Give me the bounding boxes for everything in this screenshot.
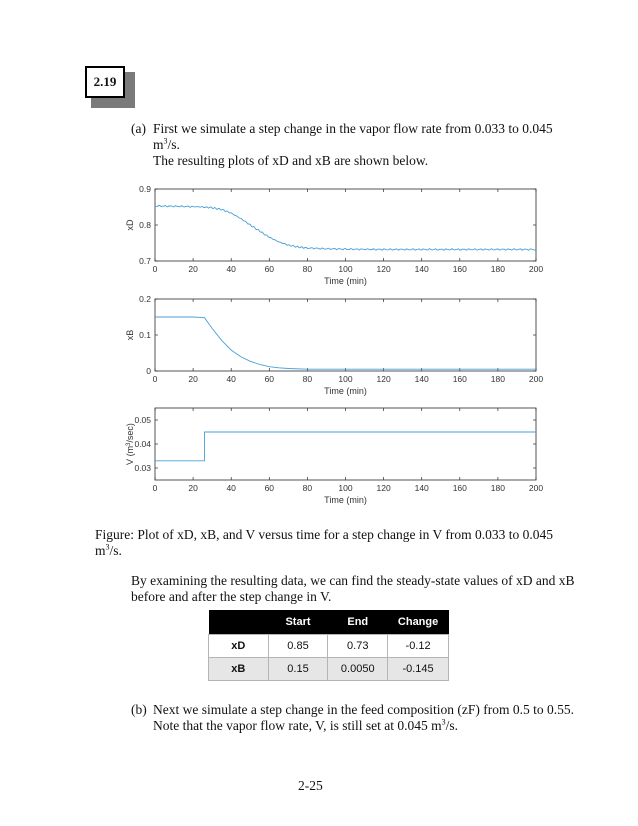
table-row (209, 635, 449, 658)
x-tick-label: 200 (528, 483, 544, 493)
part-b-label: (b) (131, 702, 147, 717)
problem-number: 2.19 (85, 66, 125, 98)
y-axis-label: xB (125, 329, 135, 341)
x-tick-label: 160 (452, 483, 467, 493)
x-tick-label: 80 (302, 374, 313, 384)
x-axis-label: Time (min) (324, 386, 367, 396)
part-a-line1: First we simulate a step change in the vapor flow rate from 0.033 to 0.045 (153, 121, 553, 136)
x-tick-label: 40 (226, 374, 236, 384)
x-tick-label: 100 (338, 483, 353, 493)
x-tick-label: 140 (414, 264, 429, 274)
plot-frame (155, 408, 536, 480)
plot-frame (155, 299, 536, 371)
para-line1: By examining the resulting data, we can find the steady-state values of xD and xB (131, 573, 575, 588)
x-tick-label: 60 (264, 264, 275, 274)
part-b-line2: Note that the vapor flow rate, V, is still set at 0.045 $m^3/s$. (153, 717, 458, 733)
table-cell: 0.15 (268, 658, 328, 681)
figure-caption-line1: Figure: Plot of xD, xB, and V versus time for a step change in V from 0.033 to 0.045 (95, 527, 553, 542)
figure-caption-line2: $m^3/s$. (95, 542, 122, 558)
y-tick-label: 0.7 (139, 256, 151, 266)
page-number: 2-25 (298, 778, 323, 793)
y-tick-label: 0.2 (139, 294, 151, 304)
y-tick-label: 0.04 (134, 439, 151, 449)
table-header-row (209, 610, 449, 635)
table-header-change: Change (388, 610, 449, 635)
x-tick-label: 180 (490, 374, 505, 384)
y-tick-label: 0.05 (134, 415, 151, 425)
plot-frame (155, 189, 536, 261)
part-a-line2: $m^3/s$. (153, 136, 180, 152)
table-cell: 0.0050 (328, 658, 388, 681)
x-tick-label: 140 (414, 374, 429, 384)
x-axis-label: Time (min) (324, 276, 367, 286)
y-tick-label: 0.03 (134, 463, 151, 473)
para-line2: before and after the step change in V. (131, 589, 332, 604)
table-cell: -0.145 (388, 658, 449, 681)
x-tick-label: 0 (152, 374, 158, 384)
steady-state-table (208, 610, 449, 681)
x-tick-label: 0 (152, 264, 158, 274)
x-tick-label: 120 (376, 483, 391, 493)
x-axis-label: Time (min) (324, 495, 367, 505)
y-tick-label: 0.1 (139, 330, 151, 340)
x-tick-label: 100 (338, 264, 353, 274)
y-axis-label: V $(m^3/\sec)$ (125, 423, 135, 465)
chart-v (125, 408, 543, 505)
table-row (209, 658, 449, 681)
table-cell: xD (209, 635, 269, 658)
table-header-start: Start (268, 610, 328, 635)
chart-xb (125, 294, 543, 396)
part-b-line1: Next we simulate a step change in the feed composition (zF) from 0.5 to 0.55. (153, 702, 575, 717)
x-tick-label: 160 (452, 264, 467, 274)
x-tick-label: 40 (226, 264, 236, 274)
part-a-line3: The resulting plots of xD and xB are shown below. (153, 153, 429, 168)
x-tick-label: 140 (414, 483, 429, 493)
x-tick-label: 180 (490, 483, 505, 493)
x-tick-label: 20 (188, 264, 198, 274)
x-tick-label: 60 (264, 374, 275, 384)
x-tick-label: 180 (490, 264, 505, 274)
x-tick-label: 80 (302, 264, 313, 274)
table-header-blank (209, 610, 269, 635)
y-tick-label: 0 (146, 366, 151, 376)
x-tick-label: 120 (376, 264, 391, 274)
y-tick-label: 0.9 (139, 184, 151, 194)
x-tick-label: 20 (188, 374, 198, 384)
table-cell: xB (209, 658, 269, 681)
x-tick-label: 100 (338, 374, 353, 384)
table-cell: -0.12 (388, 635, 449, 658)
x-tick-label: 80 (302, 483, 313, 493)
table-header-end: End (328, 610, 388, 635)
x-tick-label: 200 (528, 374, 544, 384)
x-tick-label: 20 (188, 483, 198, 493)
table-cell: 0.85 (268, 635, 328, 658)
x-tick-label: 0 (152, 483, 158, 493)
y-axis-label: xD (125, 219, 135, 231)
x-tick-label: 160 (452, 374, 467, 384)
chart-xd (125, 184, 543, 286)
x-tick-label: 200 (528, 264, 544, 274)
x-tick-label: 60 (264, 483, 275, 493)
x-tick-label: 120 (376, 374, 391, 384)
x-tick-label: 40 (226, 483, 236, 493)
table-cell: 0.73 (328, 635, 388, 658)
y-tick-label: 0.8 (139, 220, 151, 230)
part-a-label: (a) (131, 121, 146, 136)
